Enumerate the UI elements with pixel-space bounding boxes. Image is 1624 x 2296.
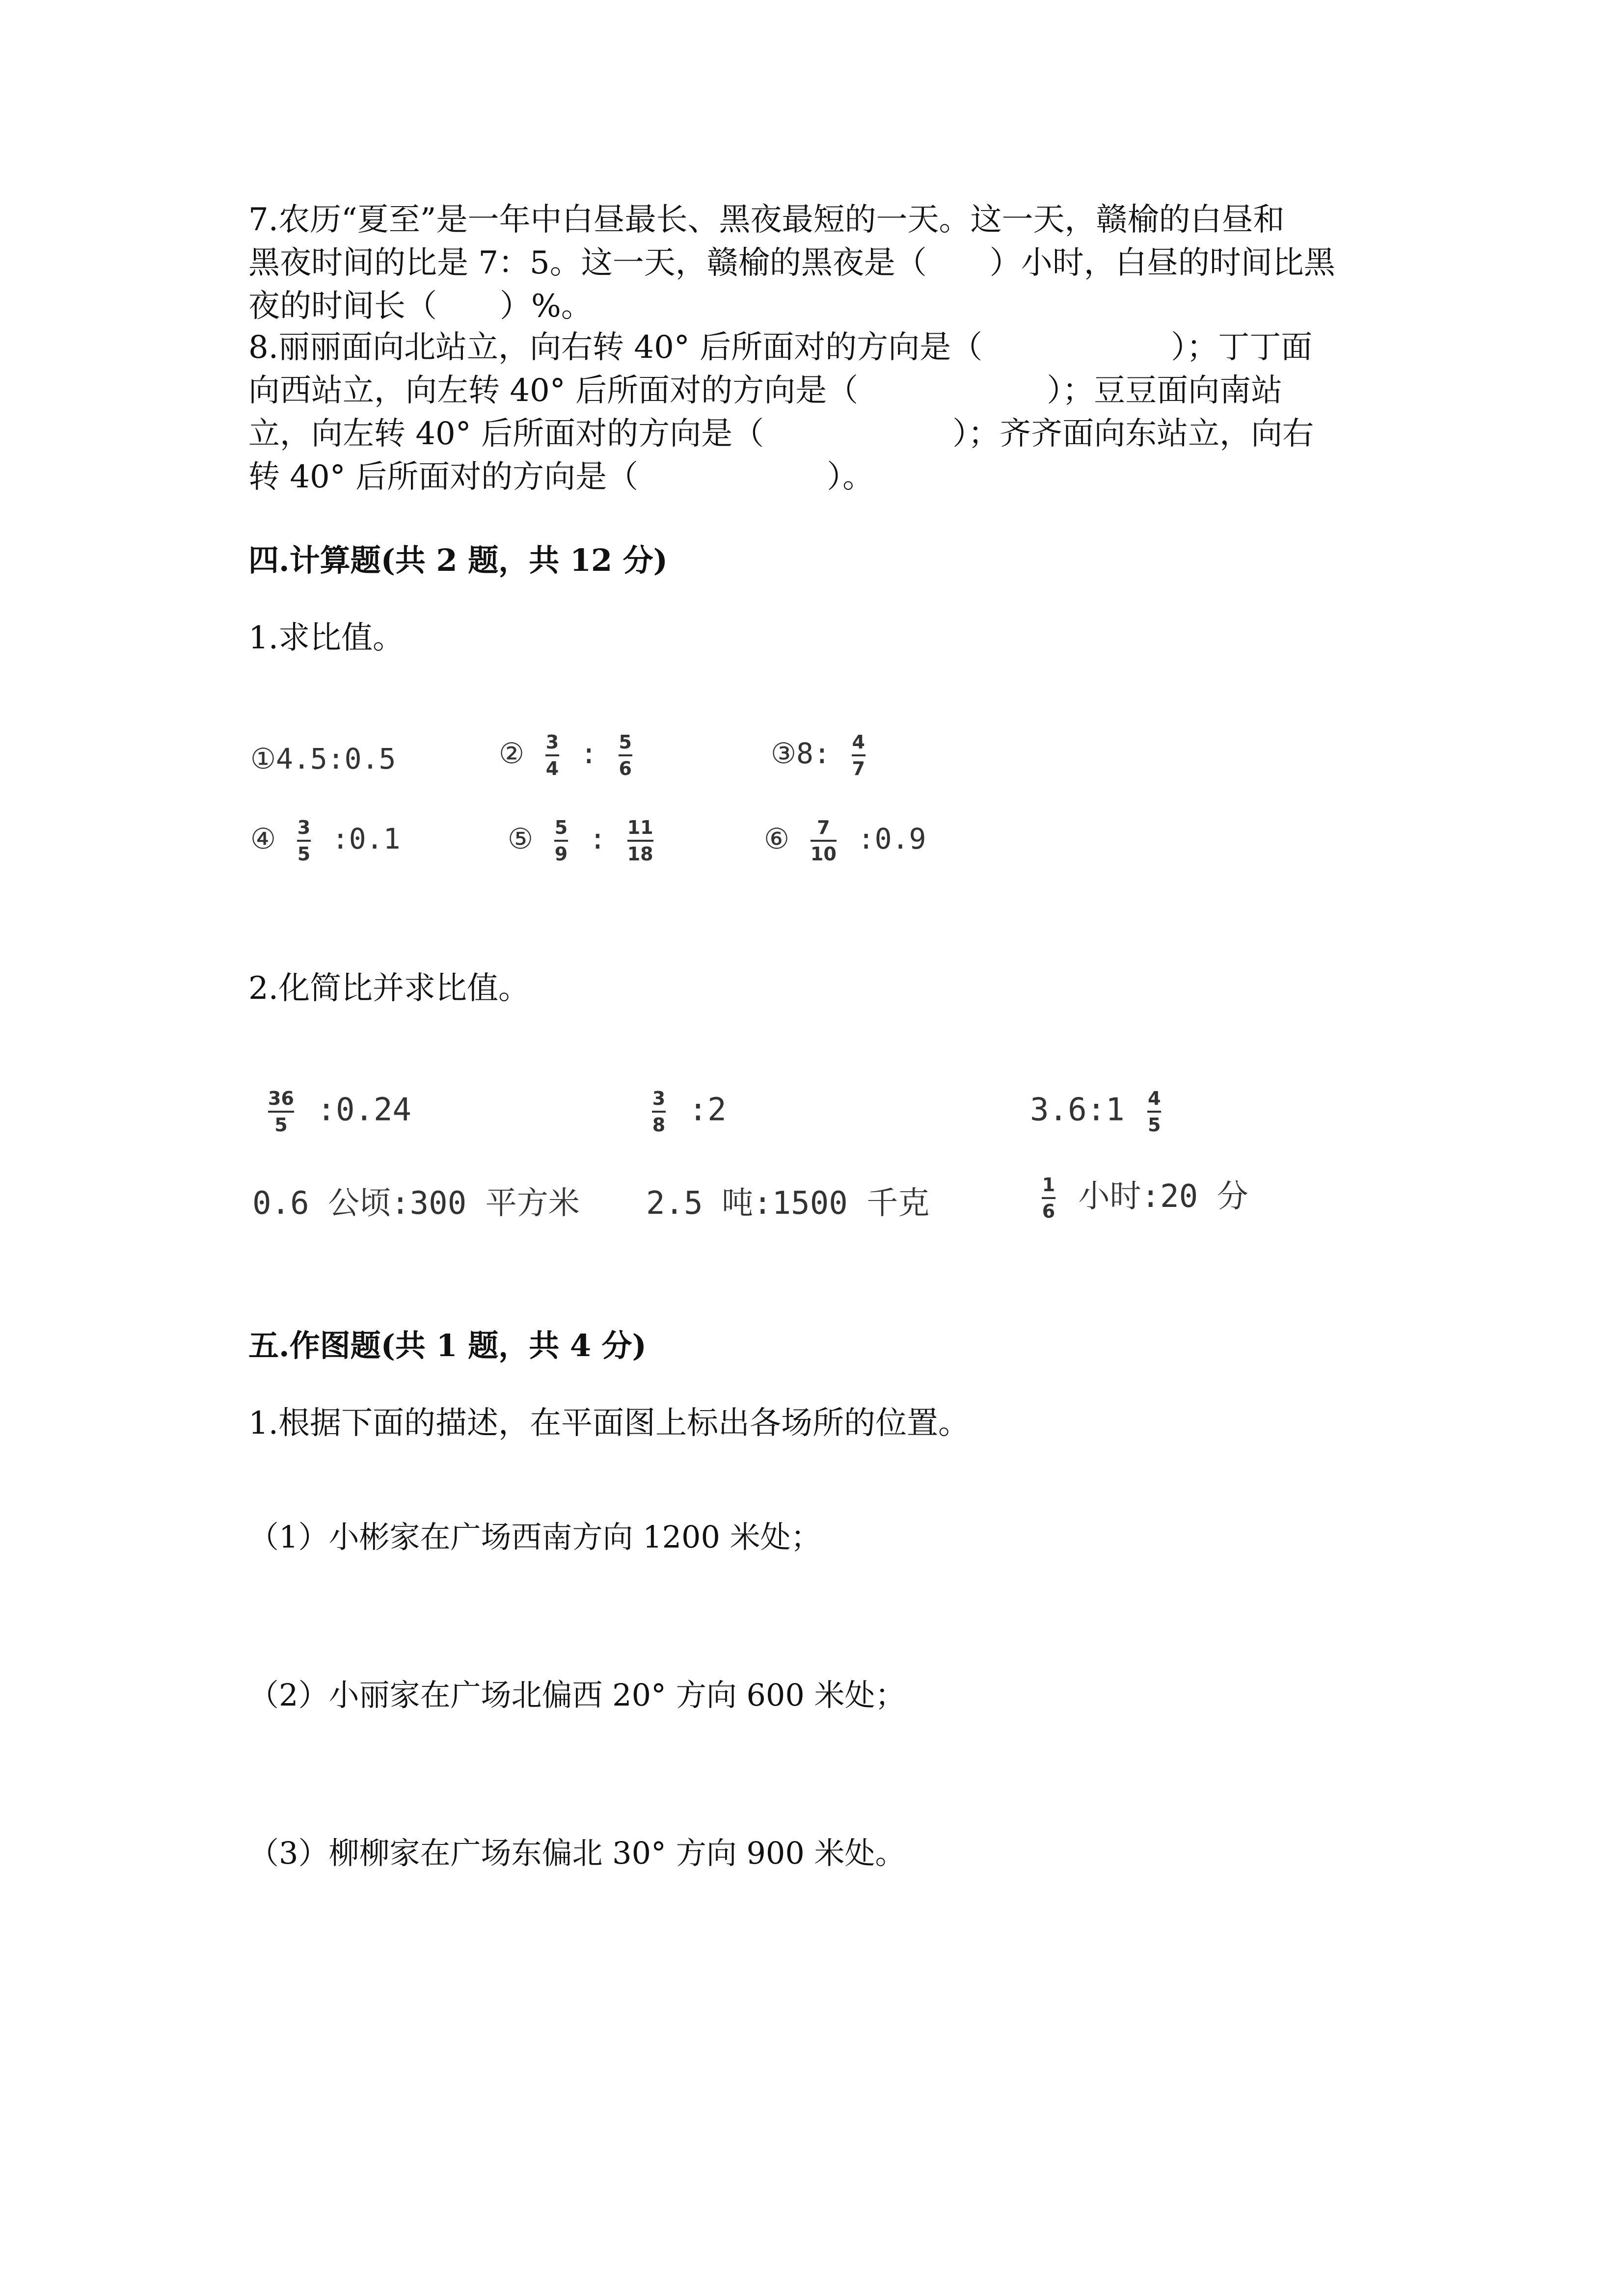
fraction-numerator: 11 <box>627 817 653 838</box>
ratio-item-5 <box>508 817 657 865</box>
fraction-numerator: 36 <box>268 1088 294 1109</box>
fraction-denominator: 10 <box>810 843 837 865</box>
s5-item-1: （1）小彬家在广场西南方向 1200 米处； <box>248 1519 821 1555</box>
fraction-numerator: 3 <box>297 817 311 838</box>
ratio-item-6 <box>764 817 926 865</box>
ratio-item-4 <box>250 817 401 865</box>
s5-q1-prompt: 1.根据下面的描述，在平面图上标出各场所的位置。 <box>248 1405 970 1442</box>
fraction-bar <box>297 840 311 842</box>
fraction-bar <box>627 840 653 842</box>
q8-line-4: 转 40° 后所面对的方向是（ ）。 <box>248 459 874 495</box>
simplify-item-5: 2.5 吨:1500 千克 <box>646 1185 930 1222</box>
fraction <box>268 1088 294 1136</box>
simplify-item-3 <box>1030 1088 1165 1136</box>
fraction <box>811 817 837 865</box>
fraction-numerator: 7 <box>817 817 830 838</box>
ratio-item-3-label: ③8: <box>771 737 831 771</box>
fraction-denominator: 5 <box>297 843 311 865</box>
simplify-item-4: 0.6 公顷:300 平方米 <box>252 1185 580 1222</box>
fraction-bar <box>811 840 837 842</box>
simplify-item-6 <box>1038 1171 1248 1222</box>
fraction <box>619 731 632 779</box>
fraction-denominator: 7 <box>852 758 865 779</box>
fraction-numerator: 4 <box>1147 1088 1161 1109</box>
ratio-item-1 <box>250 742 396 775</box>
s5-item-3: （3）柳柳家在广场东偏北 30° 方向 900 米处。 <box>248 1835 906 1871</box>
fraction-numerator: 3 <box>652 1088 666 1109</box>
fraction <box>545 731 559 779</box>
simplify-item-1 <box>264 1088 411 1136</box>
section-5-heading: 五.作图题(共 1 题，共 4 分) <box>248 1328 647 1363</box>
ratio-item-6-label: ⑥ <box>764 822 789 856</box>
ratio-item-1-label: ①4.5:0.5 <box>250 742 396 775</box>
ratio-rest: :0.9 <box>857 822 926 856</box>
section-4-heading: 四.计算题(共 2 题，共 12 分) <box>248 542 668 578</box>
fraction <box>1042 1174 1056 1222</box>
ratio-item-4-label: ④ <box>250 822 276 856</box>
fraction-denominator: 8 <box>652 1114 666 1136</box>
simplify-pre: 3.6:1 <box>1030 1092 1125 1128</box>
q8-line-3: 立，向左转 40° 后所面对的方向是（ ）；齐齐面向东站立，向右 <box>248 416 1314 452</box>
ratio-item-2-label: ② <box>499 737 524 771</box>
fraction-denominator: 9 <box>554 843 568 865</box>
q7-line-2: 黑夜时间的比是 7：5。这一天，赣榆的黑夜是（ ）小时，白昼的时间比黑 <box>248 245 1335 281</box>
s4-q1-prompt: 1.求比值。 <box>248 620 405 656</box>
fraction-bar <box>1147 1111 1161 1113</box>
simplify-rest: 小时:20 分 <box>1078 1178 1248 1215</box>
fraction-bar <box>554 840 568 842</box>
fraction-bar <box>652 1111 666 1113</box>
s4-q2-prompt: 2.化简比并求比值。 <box>248 970 530 1007</box>
fraction <box>852 731 866 779</box>
q7-line-1: 7.农历“夏至”是一年中白昼最长、黑夜最短的一天。这一天，赣榆的白昼和 <box>248 202 1285 238</box>
fraction-bar <box>1042 1197 1056 1199</box>
fraction-bar <box>852 754 866 756</box>
q7-line-3: 夜的时间长（ ）%。 <box>248 288 593 324</box>
fraction <box>627 817 653 865</box>
ratio-separator: : <box>589 822 606 856</box>
s5-item-2: （2）小丽家在广场北偏西 20° 方向 600 米处； <box>248 1677 906 1713</box>
q8-line-2: 向西站立，向左转 40° 后所面对的方向是（ ）；豆豆面向南站 <box>248 373 1283 409</box>
fraction-denominator: 5 <box>1147 1114 1161 1136</box>
fraction-bar <box>619 754 632 756</box>
ratio-separator: : <box>580 737 597 771</box>
fraction-bar <box>545 754 559 756</box>
fraction <box>652 1088 666 1136</box>
fraction-numerator: 5 <box>554 817 568 838</box>
ratio-item-2 <box>499 731 636 779</box>
fraction <box>554 817 568 865</box>
ratio-item-3 <box>771 731 869 779</box>
simplify-rest: :2 <box>688 1092 727 1128</box>
ratio-item-5-label: ⑤ <box>508 822 533 856</box>
fraction-bar <box>268 1111 294 1113</box>
ratio-rest: :0.1 <box>331 822 401 856</box>
fraction-denominator: 5 <box>274 1114 288 1136</box>
fraction-numerator: 1 <box>1042 1174 1056 1196</box>
simplify-rest: :0.24 <box>317 1092 412 1128</box>
fraction <box>297 817 311 865</box>
fraction-numerator: 3 <box>545 731 559 753</box>
fraction-numerator: 4 <box>852 731 865 753</box>
fraction-denominator: 4 <box>545 758 559 779</box>
simplify-item-2 <box>648 1088 727 1136</box>
fraction-denominator: 6 <box>619 758 632 779</box>
fraction-numerator: 5 <box>619 731 632 753</box>
fraction-denominator: 6 <box>1042 1201 1056 1223</box>
fraction-denominator: 18 <box>627 843 653 865</box>
q8-line-1: 8.丽丽面向北站立，向右转 40° 后所面对的方向是（ ）；丁丁面 <box>248 329 1313 366</box>
fraction <box>1147 1088 1161 1136</box>
